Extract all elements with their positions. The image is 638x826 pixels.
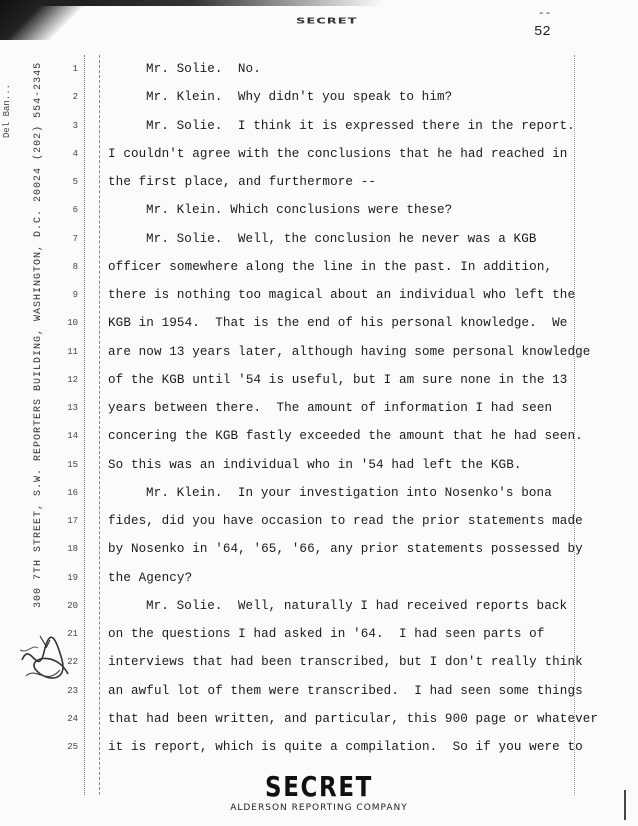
line-number: 14 xyxy=(67,431,78,442)
line-number: 18 xyxy=(67,544,78,555)
page-number: 52 xyxy=(534,24,551,40)
line-number: 24 xyxy=(67,713,78,724)
page-dash: -- xyxy=(538,8,552,20)
transcript-line: interviews that had been transcribed, but I don't really think xyxy=(108,655,583,670)
line-number: 20 xyxy=(67,600,78,611)
transcript-line: officer somewhere along the line in the past. In addition, xyxy=(108,259,553,274)
line-number: 25 xyxy=(67,742,78,752)
transcript-line: concering the KGB fastly exceeded the amount that he had seen. xyxy=(108,429,583,444)
transcript-line: KGB in 1954. That is the end of his personal knowledge. We xyxy=(108,316,568,331)
line-number: 12 xyxy=(67,374,78,385)
line-number: 22 xyxy=(67,657,78,668)
line-number: 11 xyxy=(67,346,78,357)
scan-edge-shadow xyxy=(0,0,638,6)
line-number: 6 xyxy=(72,205,78,216)
line-number: 23 xyxy=(67,685,78,696)
transcript-line: the first place, and furthermore -- xyxy=(108,175,377,189)
transcript-line: an awful lot of them were transcribed. I had seen some things xyxy=(108,683,583,698)
transcript-line: of the KGB until '54 is useful, but I am sure none in the 13 xyxy=(108,372,568,387)
transcript-line: by Nosenko in '64, '65, '66, any prior statements possessed by xyxy=(108,542,583,557)
line-number: 8 xyxy=(72,261,78,272)
line-number: 2 xyxy=(72,92,78,103)
transcript-line: years between there. The amount of information I had seen xyxy=(108,401,553,415)
line-number: 21 xyxy=(67,629,78,639)
transcript-line: on the questions I had asked in '64. I had seen parts of xyxy=(108,627,545,641)
handwritten-initials-icon xyxy=(16,630,72,690)
line-number: 1 xyxy=(72,64,78,74)
transcript-line: that had been written, and particular, this 900 page or whatever xyxy=(108,711,599,726)
transcript-line: it is report, which is quite a compilation. So if you were to xyxy=(108,740,583,754)
header-classification-mark: SECRET xyxy=(296,17,358,26)
transcript-line: Mr. Solie. Well, naturally I had received reports back xyxy=(146,598,568,613)
transcript-line: Mr. Klein. In your investigation into Nosenko's bona xyxy=(146,485,552,500)
transcript-line: Mr. Klein. Which conclusions were these? xyxy=(146,203,453,218)
right-edge-mark xyxy=(624,790,626,820)
transcript-line: Mr. Klein. Why didn't you speak to him? xyxy=(146,90,453,105)
transcript-line: Mr. Solie. Well, the conclusion he never was a KGB xyxy=(146,231,537,246)
transcript-line: are now 13 years later, although having some personal knowledge xyxy=(108,344,591,359)
reporter-address-stamp: 300 7TH STREET, S.W. REPORTERS BUILDING, WASHINGTON, D.C. 20024 (202) 554-2345 xyxy=(33,61,44,608)
reporting-company-footer: ALDERSON REPORTING COMPANY xyxy=(230,803,408,813)
margin-rule-outer xyxy=(84,55,85,795)
line-number: 19 xyxy=(67,572,78,583)
line-number: 9 xyxy=(72,290,78,300)
margin-rule-inner xyxy=(99,55,100,795)
transcript-line: Mr. Solie. No. xyxy=(146,62,261,76)
secret-stamp: SECRET xyxy=(265,770,373,803)
transcript-line: I couldn't agree with the conclusions that he had reached in xyxy=(108,146,568,161)
line-number: 13 xyxy=(67,403,78,413)
line-number: 4 xyxy=(72,148,78,159)
line-number: 10 xyxy=(67,318,78,329)
line-number: 5 xyxy=(72,177,78,187)
transcript-line: fides, did you have occasion to read the prior statements made xyxy=(108,514,583,528)
line-number: 15 xyxy=(67,459,78,470)
line-number: 17 xyxy=(67,516,78,526)
line-number: 16 xyxy=(67,487,78,498)
scan-corner-shadow xyxy=(0,0,90,40)
transcript-line: the Agency? xyxy=(108,570,193,585)
line-number: 3 xyxy=(72,120,78,131)
transcript-line: there is nothing too magical about an individual who left the xyxy=(108,288,576,302)
transcript-line: Mr. Solie. I think it is expressed there in the report. xyxy=(146,118,575,133)
side-fragment-text: Del Ban... xyxy=(2,83,12,138)
transcript-line: So this was an individual who in '54 had left the KGB. xyxy=(108,457,522,472)
line-number: 7 xyxy=(72,233,78,244)
